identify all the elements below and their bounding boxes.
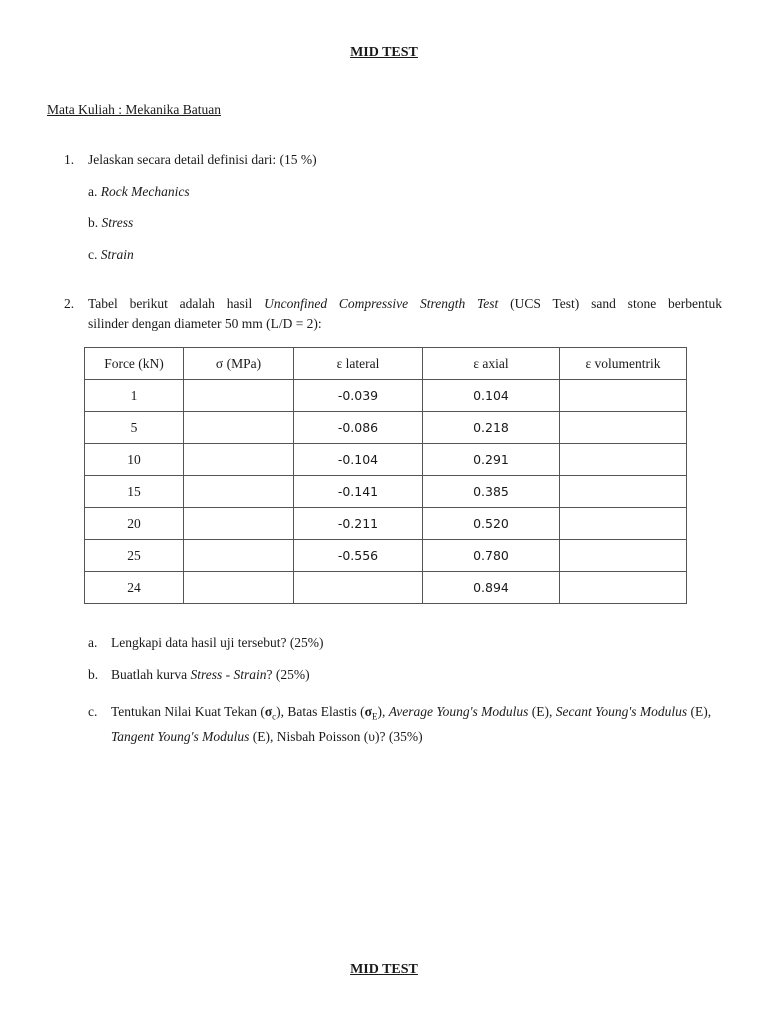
- text-run: ? (25%): [266, 667, 310, 682]
- footer-title: MID TEST: [350, 962, 418, 977]
- stress-strain-term: Stress - Strain: [190, 667, 267, 682]
- item-term: Strain: [100, 247, 134, 262]
- cell-lateral: [294, 572, 423, 604]
- cell-axial: 0.104: [423, 380, 560, 412]
- cell-sigma: [184, 540, 294, 572]
- table-row: [85, 476, 687, 508]
- question-2-sub-b-text: [111, 667, 310, 683]
- cell-axial: 0.218: [423, 412, 560, 444]
- term-italic: Average Young's Modulus: [388, 704, 529, 719]
- item-label: b.: [88, 215, 99, 230]
- cell-volumetric: [560, 508, 687, 540]
- cell-force: 24: [85, 572, 184, 604]
- cell-volumetric: [560, 380, 687, 412]
- table-row: [85, 572, 687, 604]
- cell-sigma: [184, 572, 294, 604]
- sigma-subscript: c: [272, 711, 277, 722]
- cell-sigma: [184, 380, 294, 412]
- question-1-item-b: [88, 215, 133, 231]
- header-sigma: σ (MPa): [184, 348, 294, 380]
- cell-volumetric: [560, 540, 687, 572]
- question-1-item-c: [88, 247, 134, 263]
- ucs-test-name: Unconfined Compressive Strength Test: [264, 296, 499, 311]
- header-force: Force (kN): [85, 348, 184, 380]
- table-row: [85, 540, 687, 572]
- item-label: a.: [88, 184, 98, 199]
- question-1-text: Jelaskan secara detail definisi dari: (15 %): [88, 152, 317, 167]
- cell-lateral: -0.086: [294, 412, 423, 444]
- question-2-sub-b-label: b.: [88, 667, 99, 682]
- ucs-data-table: [84, 347, 687, 604]
- cell-force: 5: [85, 412, 184, 444]
- item-term: Rock Mechanics: [100, 184, 190, 199]
- item-label: c.: [88, 247, 98, 262]
- text-run: ), Batas Elastis (: [276, 704, 365, 719]
- cell-volumetric: [560, 412, 687, 444]
- term-italic: Secant Young's Modulus: [555, 704, 688, 719]
- cell-force: 20: [85, 508, 184, 540]
- item-term: Stress: [101, 215, 134, 230]
- header-strain-axial: ε axial: [423, 348, 560, 380]
- cell-axial: 0.894: [423, 572, 560, 604]
- cell-sigma: [184, 476, 294, 508]
- cell-force: 1: [85, 380, 184, 412]
- question-2-sub-a-label: a.: [88, 635, 98, 650]
- cell-volumetric: [560, 572, 687, 604]
- text-run: (E),: [528, 704, 556, 719]
- text-run: (E),: [687, 704, 712, 719]
- text-run: Tentukan Nilai Kuat Tekan (: [111, 704, 265, 719]
- question-2-number: 2.: [64, 296, 75, 311]
- cell-sigma: [184, 508, 294, 540]
- question-2-line-2: silinder dengan diameter 50 mm (L/D = 2):: [88, 316, 322, 331]
- header-strain-lateral: ε lateral: [294, 348, 423, 380]
- cell-lateral: -0.211: [294, 508, 423, 540]
- header-strain-volumetric: ε volumentrik: [560, 348, 687, 380]
- question-1-number: 1.: [64, 152, 75, 167]
- cell-volumetric: [560, 476, 687, 508]
- sigma-symbol: σ: [364, 704, 372, 719]
- table-row: [85, 444, 687, 476]
- question-2-sub-c-label: c.: [88, 704, 98, 719]
- cell-axial: 0.385: [423, 476, 560, 508]
- text-run: Tabel berikut adalah hasil: [88, 296, 265, 311]
- question-1-item-a: [88, 184, 190, 200]
- sigma-subscript: E: [372, 711, 378, 722]
- text-run: (UCS Test) sand stone berbentuk: [498, 296, 722, 311]
- question-2-line-1: [88, 294, 722, 314]
- question-2-sub-a-text: Lengkapi data hasil uji tersebut? (25%): [111, 635, 324, 650]
- text-run: ),: [377, 704, 389, 719]
- cell-sigma: [184, 444, 294, 476]
- cell-axial: 0.520: [423, 508, 560, 540]
- page-title: MID TEST: [350, 45, 418, 60]
- text-run: (E), Nisbah Poisson (υ)? (35%): [249, 728, 423, 744]
- table-row: [85, 380, 687, 412]
- term-italic: Tangent Young's Modulus: [111, 728, 250, 744]
- table-header-row: [85, 348, 687, 380]
- text-run: Buatlah kurva: [111, 667, 191, 682]
- table-row: [85, 412, 687, 444]
- cell-lateral: -0.039: [294, 380, 423, 412]
- cell-sigma: [184, 412, 294, 444]
- cell-lateral: -0.141: [294, 476, 423, 508]
- cell-volumetric: [560, 444, 687, 476]
- question-2-text: [88, 294, 722, 334]
- cell-axial: 0.291: [423, 444, 560, 476]
- cell-lateral: -0.556: [294, 540, 423, 572]
- cell-force: 25: [85, 540, 184, 572]
- cell-force: 10: [85, 444, 184, 476]
- question-2-sub-c-text: [111, 702, 721, 747]
- course-name: Mata Kuliah : Mekanika Batuan: [47, 102, 221, 117]
- cell-force: 15: [85, 476, 184, 508]
- table-row: [85, 508, 687, 540]
- cell-axial: 0.780: [423, 540, 560, 572]
- cell-lateral: -0.104: [294, 444, 423, 476]
- sigma-symbol: σ: [264, 704, 273, 719]
